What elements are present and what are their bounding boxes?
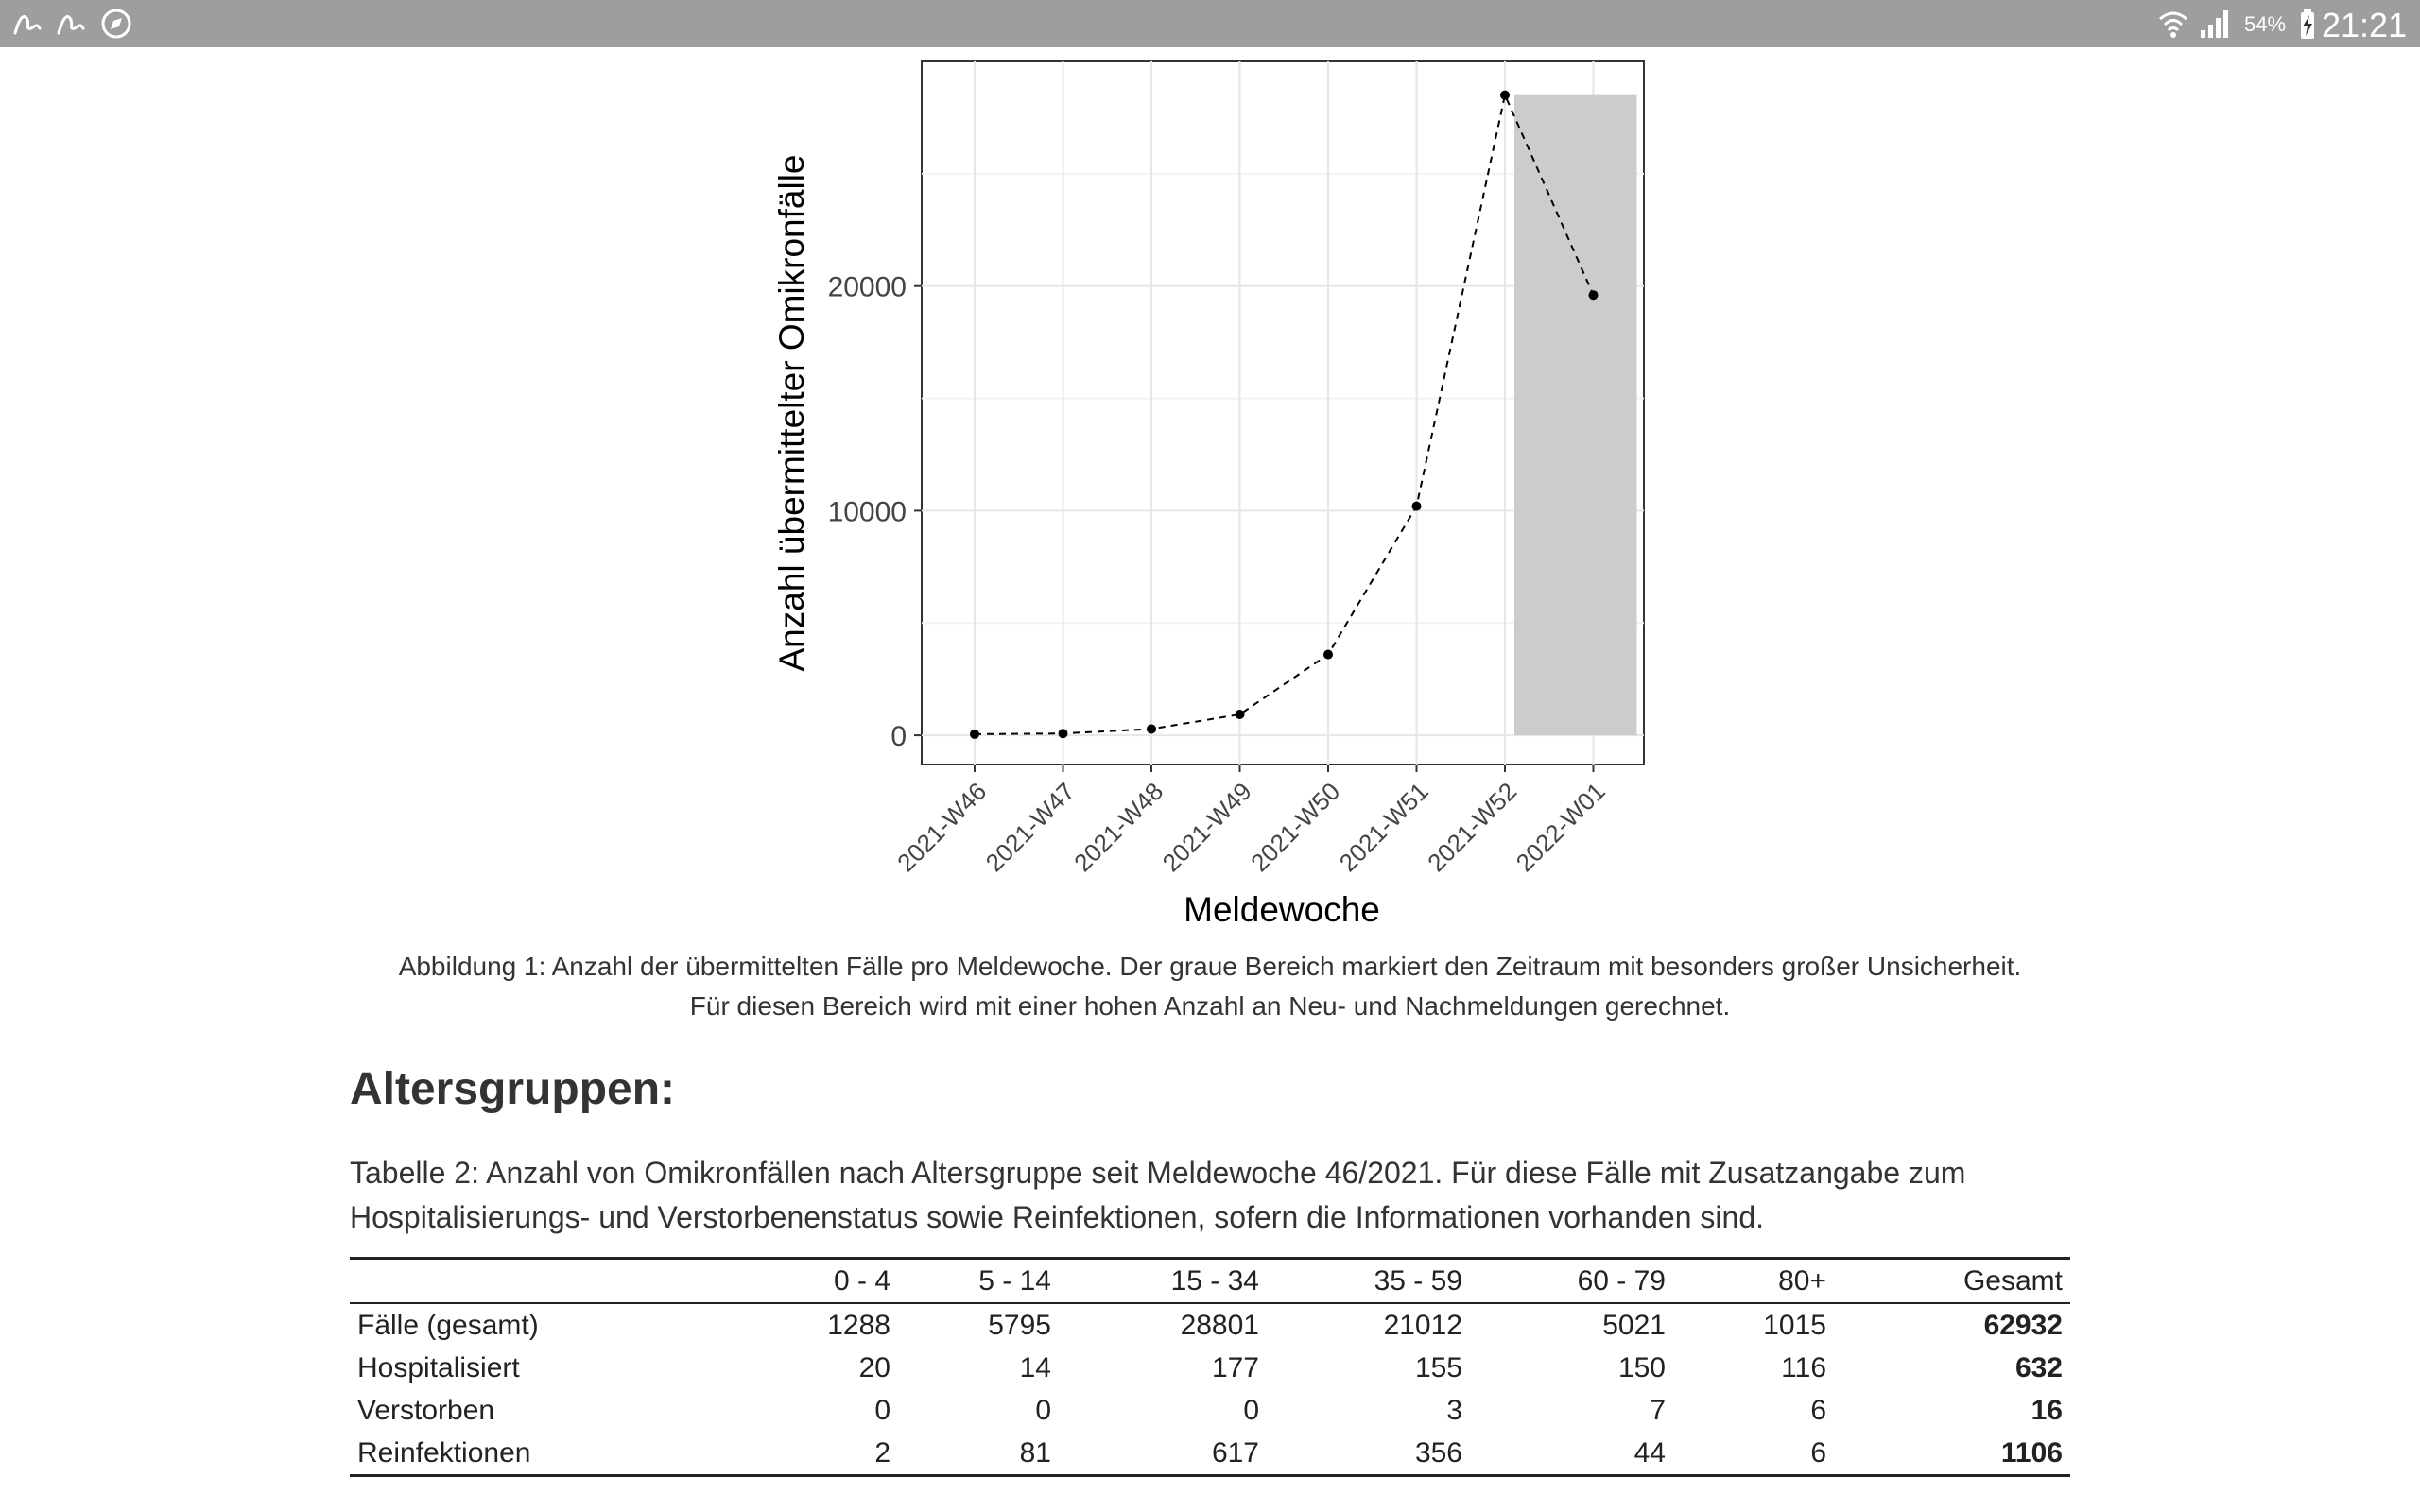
uncertainty-band	[1514, 95, 1637, 735]
table-cell: 3	[1446, 1394, 1462, 1426]
y-axis-ticks	[828, 272, 922, 752]
table-cell: 21012	[1383, 1309, 1462, 1341]
table-header-row	[350, 1259, 2070, 1304]
table-cell: 177	[1211, 1351, 1259, 1383]
x-tick-label: 2021-W48	[1068, 777, 1169, 878]
table-cell: 150	[1617, 1351, 1666, 1383]
data-point	[1412, 502, 1422, 511]
row-label: Verstorben	[357, 1394, 495, 1426]
data-point	[1147, 724, 1156, 733]
table-cell: 20	[858, 1351, 890, 1383]
x-axis-ticks	[891, 765, 1611, 877]
figure-caption-line: Abbildung 1: Anzahl der übermittelten Fälle pro Meldewoche. Der graue Bereich markiert den Zeitraum mit besonders großer Unsicherheit.	[398, 952, 2022, 981]
table-cell: 5021	[1602, 1309, 1666, 1341]
data-point	[1323, 650, 1333, 660]
table-header-cell	[350, 1259, 718, 1304]
x-tick-label: 2021-W49	[1156, 777, 1257, 878]
y-axis-label: Anzahl übermittelter Omikronfälle	[772, 154, 811, 672]
clock: 21:21	[2322, 6, 2408, 44]
battery-percent: 54%	[2244, 12, 2287, 36]
table-cell: 44	[1634, 1436, 1666, 1469]
table-cell: 0	[1243, 1394, 1259, 1426]
data-point	[1500, 91, 1510, 100]
data-point	[1059, 729, 1068, 738]
table-cell: 1288	[827, 1309, 890, 1341]
table-row	[350, 1303, 2070, 1347]
table-cell: 14	[1019, 1351, 1051, 1383]
table-header-cell: 60 - 79	[1577, 1264, 1666, 1297]
y-tick-label: 10000	[827, 496, 907, 528]
table-cell: 116	[1781, 1351, 1826, 1383]
figure-caption-line: Für diesen Bereich wird mit einer hohen Anzahl an Neu- und Nachmeldungen gerechnet.	[689, 991, 1731, 1021]
table-header-cell: 80+	[1778, 1264, 1826, 1297]
uncertainty-region	[1514, 95, 1637, 735]
y-tick-label: 20000	[827, 271, 907, 303]
table-cell: 155	[1414, 1351, 1462, 1383]
data-point	[970, 730, 979, 739]
table-cell: 617	[1211, 1436, 1259, 1469]
table-cell: 28801	[1180, 1309, 1259, 1341]
data-point	[1236, 710, 1245, 719]
y-tick-label: 0	[890, 721, 907, 753]
table-cell: 0	[1035, 1394, 1051, 1426]
table-cell: 5795	[988, 1309, 1051, 1341]
total-cell: 16	[2031, 1394, 2063, 1426]
x-tick-label: 2021-W50	[1245, 777, 1346, 878]
x-tick-label: 2021-W51	[1333, 777, 1434, 878]
table-header-cell: 0 - 4	[833, 1264, 890, 1297]
table-cell: 6	[1810, 1436, 1826, 1469]
total-cell: 632	[2014, 1351, 2063, 1383]
section-heading: Altersgruppen:	[350, 1064, 676, 1114]
table-row	[350, 1432, 2070, 1476]
total-cell: 1106	[2000, 1436, 2063, 1469]
row-label: Hospitalisiert	[357, 1351, 520, 1383]
row-label: Fälle (gesamt)	[357, 1309, 539, 1341]
table-cell: 81	[1019, 1436, 1051, 1469]
table-cell: 1015	[1763, 1309, 1826, 1341]
table-header-cell: 35 - 59	[1374, 1264, 1462, 1297]
age-group-table	[350, 1257, 2070, 1477]
table-header-cell: Gesamt	[1962, 1264, 2063, 1297]
table-cell: 0	[874, 1394, 890, 1426]
table-row	[350, 1389, 2070, 1432]
x-tick-label: 2021-W52	[1422, 777, 1523, 878]
x-axis-label: Meldewoche	[1184, 890, 1380, 929]
table-cell: 356	[1414, 1436, 1462, 1469]
table-cell: 2	[874, 1436, 890, 1469]
row-label: Reinfektionen	[357, 1436, 531, 1469]
x-tick-label: 2022-W01	[1510, 777, 1611, 878]
x-tick-label: 2021-W46	[891, 777, 993, 878]
table-header-cell: 15 - 34	[1170, 1264, 1259, 1297]
table-cell: 7	[1650, 1394, 1666, 1426]
table-header-cell: 5 - 14	[978, 1264, 1051, 1297]
x-tick-label: 2021-W47	[979, 777, 1080, 878]
table-caption: Tabelle 2: Anzahl von Omikronfällen nach Altersgruppe seit Meldewoche 46/2021. Für diese Fälle mit Zusatzangabe zum Hospitalisierungs- und Verstorbenenstatus sowie Reinfektionen, sofern die Informationen vorhanden sind.	[350, 1156, 1966, 1234]
total-cell: 62932	[1983, 1309, 2063, 1341]
table-row	[350, 1347, 2070, 1389]
table-cell: 6	[1810, 1394, 1826, 1426]
figure-caption	[312, 947, 2108, 1026]
data-point	[1589, 290, 1599, 300]
